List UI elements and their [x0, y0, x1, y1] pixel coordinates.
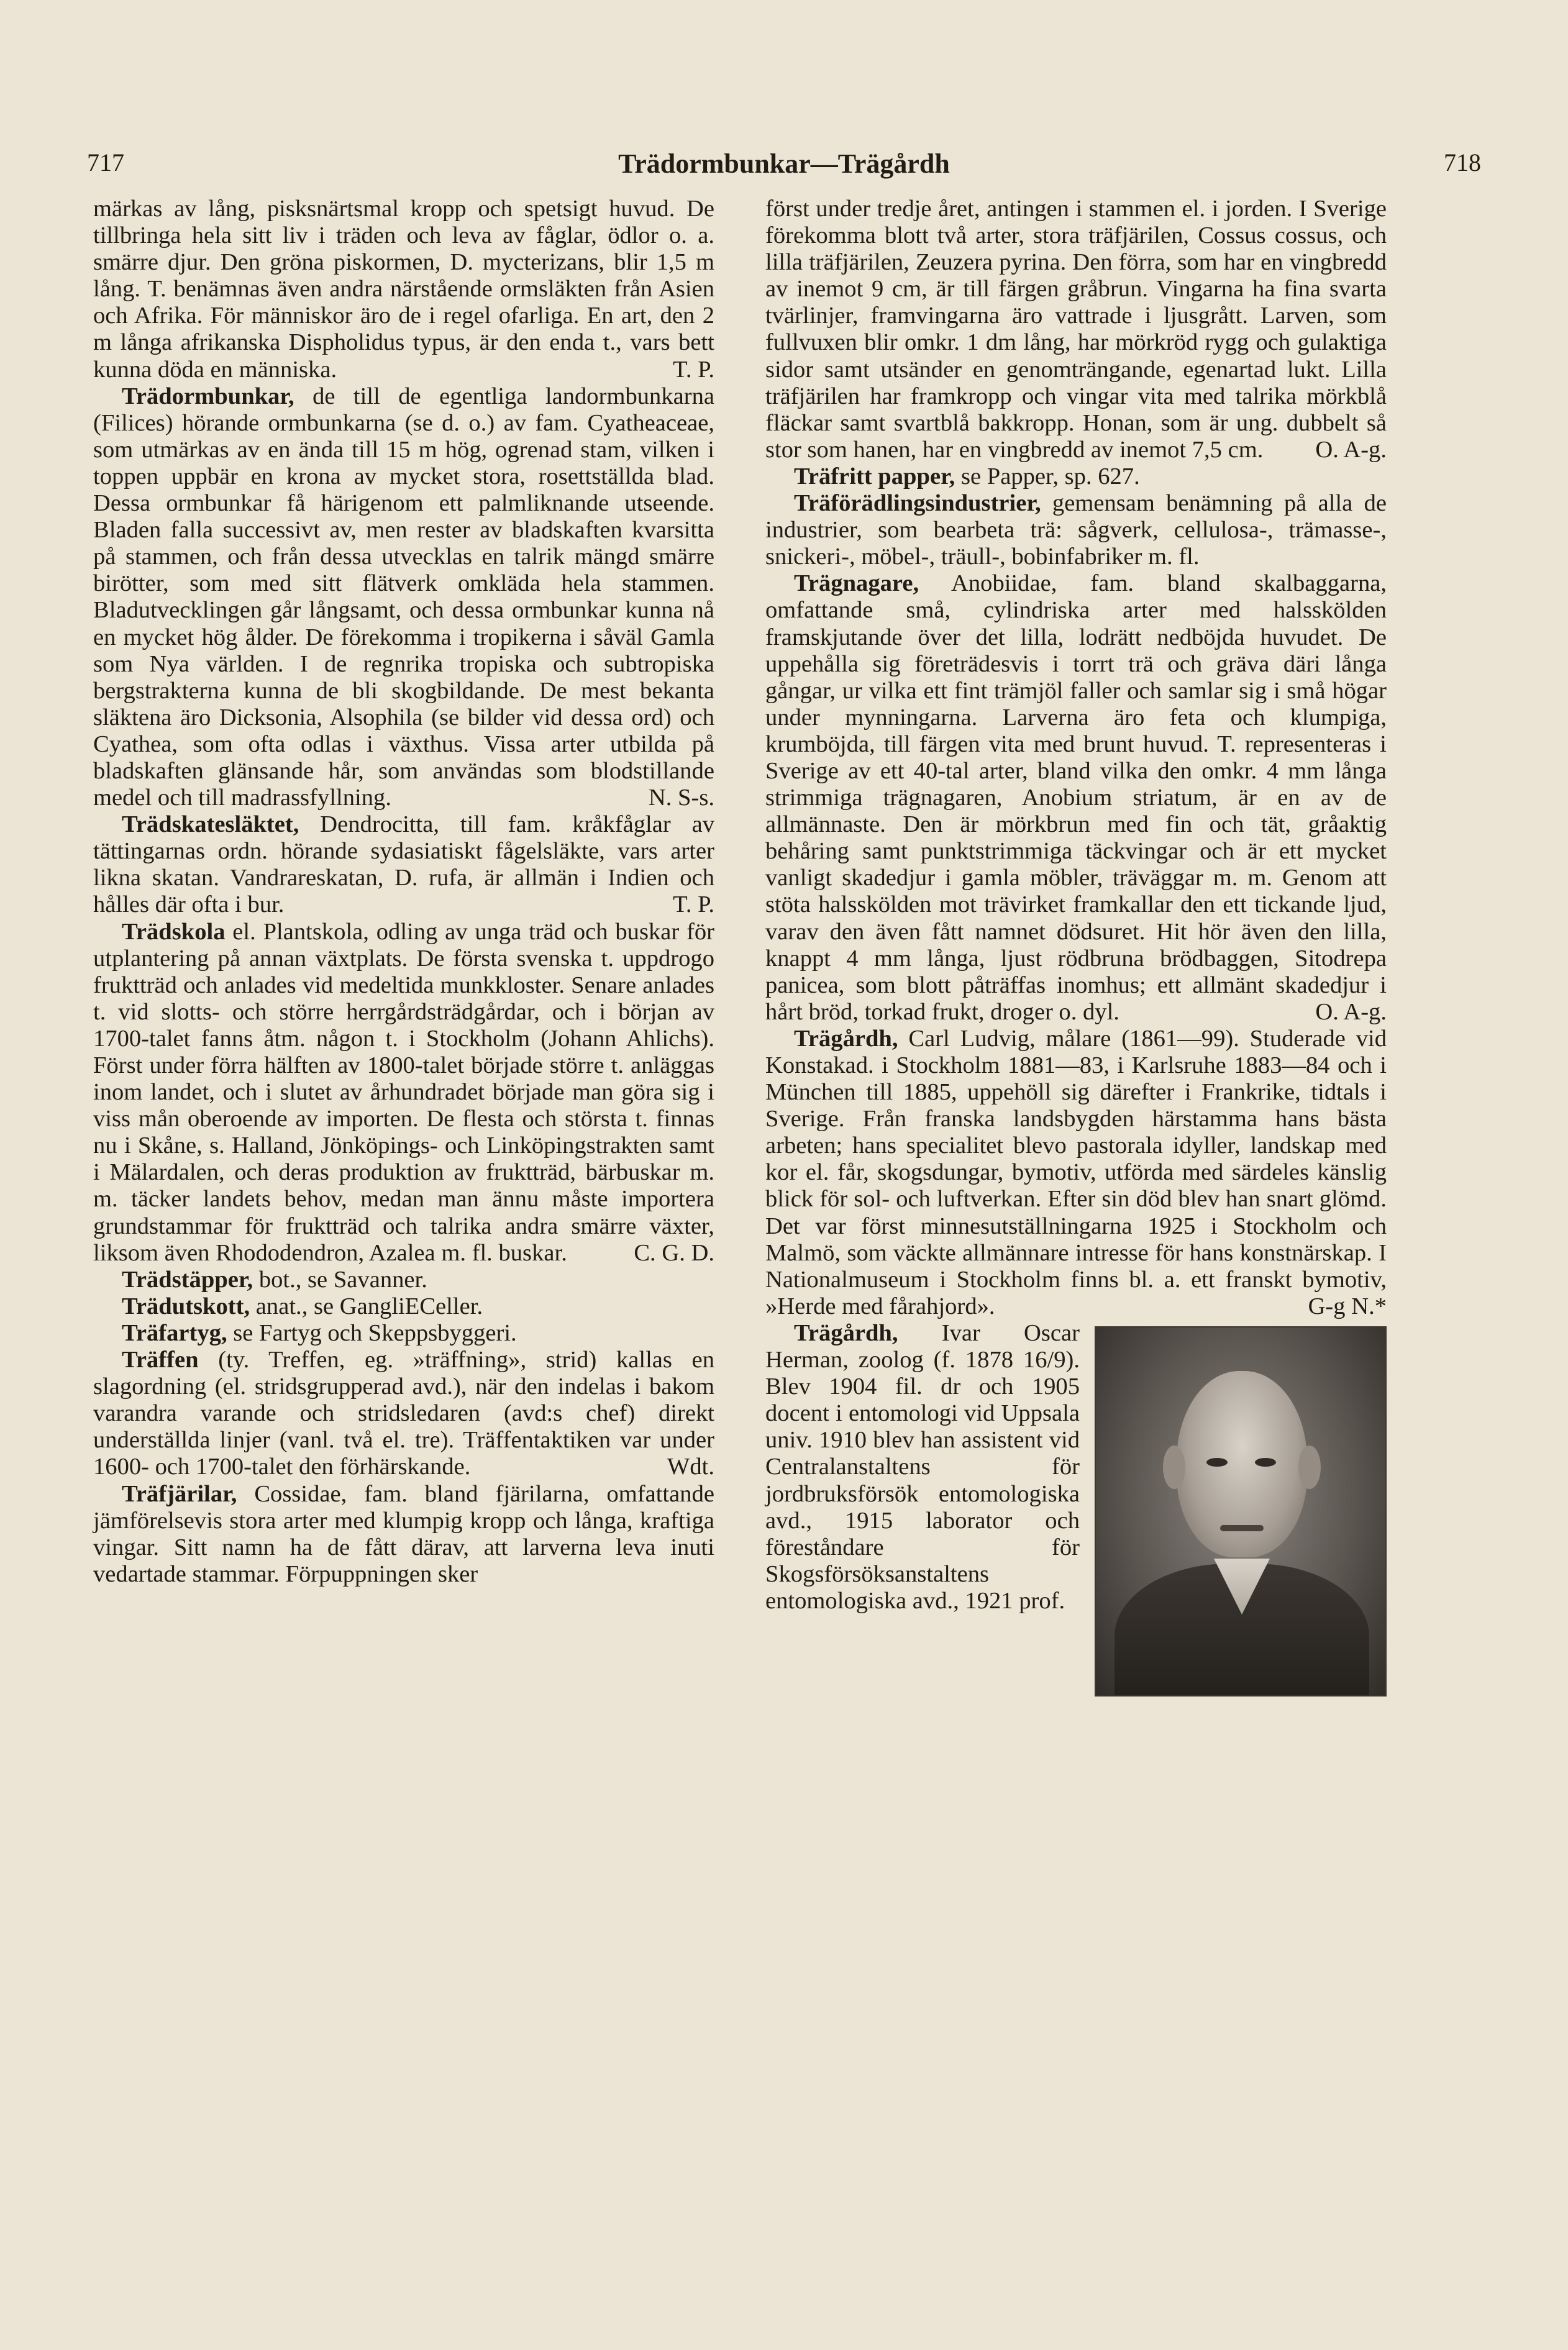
author-signature: T. P. [673, 356, 714, 383]
article-entry [93, 196, 714, 383]
page-header [87, 148, 1481, 185]
entry-text: bot., se Savanner. [258, 1266, 427, 1293]
article-entry [765, 490, 1387, 570]
entry-text: Anobiidae, fam. bland skalbaggarna, omfattande små, cylindriska arter med halsskölden framskjutande över det lilla, lodrätt nedböjda huvudet. De uppehålla sig företrädesvis i torrt trä och gräva däri långa gångar, ur vilka ett fint trämjöl faller och samlar sig i små högar under mynningarna. Larverna äro feta och klumpiga, krumböjda, till färgen vita med brunt huvud. T. representeras i Sverige av ett 40-tal arter, bland vilka den omkr. 4 mm långa strimmiga trägnagaren, Anobium striatum, är en av de allmännaste. Den är mörkbrun med fin och tät, gråaktig behåring samt punktstrimmiga täckvingar och är ett mycket vanligt skadedjur i gamla möbler, träväggar m. m. Genom att stöta halsskölden mot trävirket framkallar den ett tickande ljud, varav den även fått namnet dödsuret. Hit hör även den lilla, knappt 4 mm långa, ljust rödbruna brödbaggen, Sitodrepa panicea, som blott påträffas inomhus; ett allmänt skadedjur i hårt bröd, torkad frukt, droger o. dyl. [765, 570, 1387, 1025]
left-column [93, 196, 714, 1588]
author-signature: Wdt. [667, 1454, 714, 1480]
entry-text: gemensam benämning på alla de industrier, som bearbeta trä: sågverk, cellulosa-, trämasse-, snickeri-, möbel-, träull-, bobinfabriker m. fl. [765, 490, 1387, 570]
entry-headword: Träfartyg, [122, 1319, 227, 1346]
entry-text: de till de egentliga landormbunkarna (Filices) hörande ormbunkarna (se d. o.) av fam. Cyatheaceae, som utmärkas av en ända till 15 m hög, ogrenad stam, vilken i toppen uppbär en krona av mycket stora, rosettställda blad. Dessa ormbunkar få härigenom ett palmliknande utseende. Bladen falla successivt av, men rester av bladskaften kvarsitta på stammen, och från dessa utvecklas en talrik mängd smärre birötter, som med sitt flätverk omkläda hela stammen. Bladutvecklingen går långsamt, och dessa ormbunkar kunna nå en mycket hög ålder. De förekomma i tropikerna i såväl Gamla som Nya världen. I de regnrika tropiska och subtropiska bergstrakterna kunna de bli skogbildande. De mest bekanta släktena äro Dicksonia, Alsophila (se bilder vid dessa ord) och Cyathea, som ofta odlas i växthus. Vissa arter utbilda på bladskaften glänsande hår, som användas som blodstillande medel och till madrassfyllning. [93, 383, 714, 811]
author-signature: G-g N.* [1308, 1293, 1387, 1319]
article-entry [93, 1320, 714, 1347]
entry-headword: Trädskatesläktet, [122, 811, 299, 838]
entry-headword: Träfjärilar, [122, 1480, 237, 1507]
entry-headword: Trädstäpper, [122, 1266, 253, 1293]
article-entry [93, 1293, 714, 1320]
author-signature: T. P. [673, 891, 714, 918]
article-entry [765, 196, 1387, 463]
entry-text: el. Plantskola, odling av unga träd och buskar för utplantering på annan växtplats. De första svenska t. uppdrogo fruktträd och anlades vid medeltida munkkloster. Senare anlades t. vid slotts- och större herrgårdsträdgårdar, och i början av 1700-talet fanns åtm. någon t. i Stockholm (Johann Ahlichs). Först under förra hälften av 1800-talet började större t. anläggas inom landet, och i slutet av århundradet började man göra sig i viss mån oberoende av importen. De flesta och största t. finnas nu i Skåne, s. Halland, Jönköpings- och Linköpingstrakten samt i Mälardalen, och deras produktion av fruktträd, bärbuskar m. m. täcker landets behov, medan man ännu måste importera grundstammar för fruktträd och talrika andra smärre växter, liksom även Rhododendron, Azalea m. fl. buskar. [93, 918, 714, 1266]
entry-text: anat., se GangliECeller. [255, 1293, 483, 1319]
article-entry [93, 1481, 714, 1588]
entry-text: (ty. Treffen, eg. »träffning», strid) kallas en slagordning (el. stridsgrupperad avd.), när den indelas i bakom varandra varande och stridsledaren (avd:s chef) direkt underställda linjer (vanl. två el. tre). Träffentaktiken var under 1600- och 1700-talet den förhärskande. [93, 1347, 714, 1480]
page-number-left: 717 [87, 148, 124, 176]
right-column [765, 196, 1387, 1703]
author-signature: O. A-g. [1315, 436, 1387, 463]
article-entry [765, 463, 1387, 490]
entry-headword: Träfritt papper, [794, 463, 955, 490]
portrait-photo [1095, 1326, 1387, 1696]
entry-headword: Träffen [122, 1347, 199, 1373]
author-signature: N. S-s. [648, 785, 714, 811]
article-entry [93, 383, 714, 812]
author-signature: C. G. D. [634, 1239, 714, 1266]
entry-headword: Trägårdh, [794, 1025, 898, 1052]
running-head: Trädormbunkar—Trägårdh [618, 148, 950, 179]
entry-headword: Träförädlingsindustrier, [794, 490, 1041, 517]
entry-headword: Trädskola [122, 918, 226, 945]
entry-text: Cossidae, fam. bland fjärilarna, omfattande jämförelsevis stora arter med klumpig kropp och långa, kraftiga vingar. Sitt namn ha de fått därav, att larverna leva inuti vedartade stammar. Förpuppningen sker [93, 1480, 714, 1587]
entry-text: Carl Ludvig, målare (1861—99). Studerade vid Konstakad. i Stockholm 1881—83, i Karlsruhe 1883—84 och i München till 1885, uppehöll sig därefter i Frankrike, tidtals i Sverige. Från franska landsbygden härstamma hans bästa arbeten; hans specialitet blevo pastorala idyller, landskap med kor el. får, skogsdungar, bymotiv, utförda med särdeles känslig blick för sol- och luftverkan. Efter sin död blev han snart glömd. Det var först minnesutställningarna 1925 i Stockholm och Malmö, som väckte allmännare intresse för hans konstnärskap. I Nationalmuseum i Stockholm finns bl. a. ett franskt bymotiv, »Herde med fårahjord». [765, 1025, 1387, 1319]
entry-headword: Trägårdh, [794, 1319, 898, 1346]
article-entry [93, 811, 714, 918]
entry-text: märkas av lång, pisksnärtsmal kropp och spetsigt huvud. De tillbringa hela sitt liv i träden och leva av fåglar, ödlor o. a. smärre djur. Den gröna piskormen, D. mycterizans, blir 1,5 m lång. T. benämnas även andra närstående ormsläkten från Asien och Afrika. För människor äro de i regel ofarliga. En art, den 2 m långa afrikanska Dispholidus typus, är den enda t., vars bett kunna döda en människa. [93, 196, 714, 383]
article-entry [93, 1347, 714, 1480]
entry-text: Ivar Oscar Herman, zoolog (f. 1878 16/9). Blev 1904 fil. dr och 1905 docent i entomologi vid Uppsala univ. 1910 blev han assistent vid Centralanstaltens för jordbruksförsök entomologiska avd., 1915 laborator och föreståndare för Skogsförsöksanstaltens entomologiska avd., 1921 prof. [765, 1319, 1080, 1614]
entry-text: Dendrocitta, till fam. kråkfåglar av tättingarnas ordn. hörande sydasiatiskt fågelsläkte, vars arter likna skatan. Vandrareskatan, D. rufa, är allmän i Indien och hålles där ofta i bur. [93, 811, 714, 918]
article-entry [765, 1026, 1387, 1320]
author-signature: O. A-g. [1315, 998, 1387, 1025]
page-number-right: 718 [1444, 148, 1481, 176]
entry-text: först under tredje året, antingen i stammen el. i jorden. I Sverige förekomma blott två arter, stora träfjärilen, Cossus cossus, och lilla träfjärilen, Zeuzera pyrina. Den förra, som har en vingbredd av inemot 9 cm, är till färgen gråbrun. Vingarna ha fina svarta tvärlinjer, framvingarna äro vattrade i ljusgrått. Larven, som fullvuxen blir omkr. 1 dm lång, har mörkröd rygg och gulaktiga sidor samt utsänder en genomträngande, egenartad lukt. Lilla träfjärilen har framkropp och vingar vita med talrika mörkblå fläckar samt svartblå bakkropp. Honan, som är ung. dubbelt så stor som hanen, har en vingbredd av inemot 7,5 cm. [765, 196, 1387, 463]
entry-headword: Trädormbunkar, [122, 383, 294, 409]
article-entry [765, 1320, 1387, 1703]
article-entry [765, 570, 1387, 1026]
article-entry [93, 1267, 714, 1293]
entry-text: se Papper, sp. 627. [960, 463, 1140, 490]
article-entry [93, 919, 714, 1267]
entry-headword: Trägnagare, [794, 570, 919, 597]
entry-text: se Fartyg och Skeppsbyggeri. [233, 1319, 517, 1346]
entry-headword: Trädutskott, [122, 1293, 250, 1319]
